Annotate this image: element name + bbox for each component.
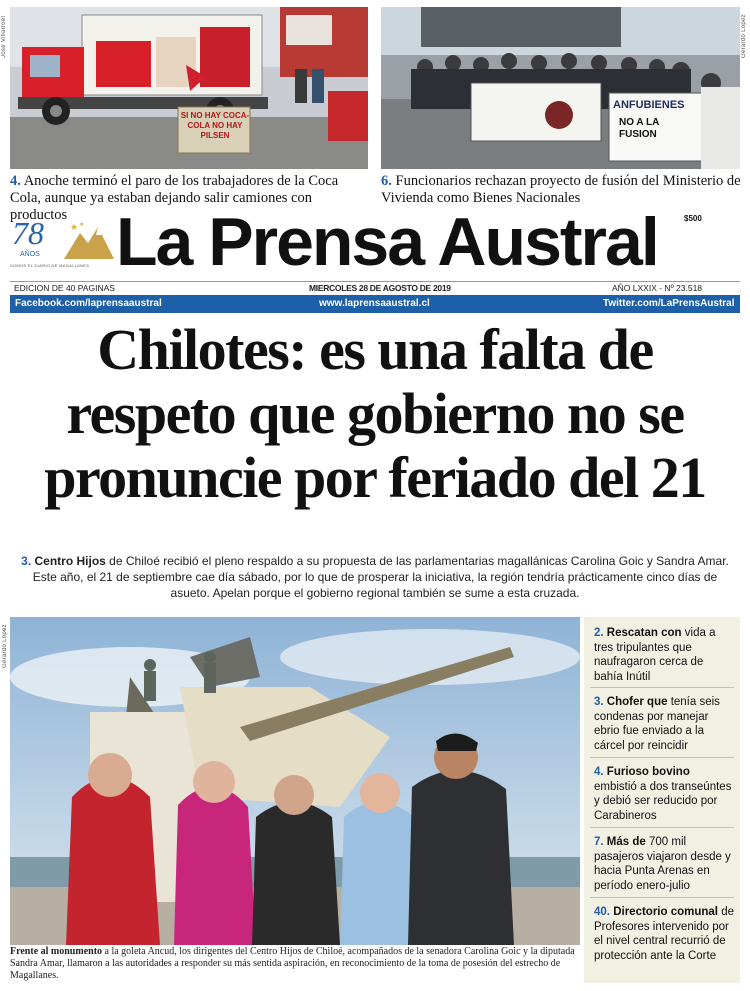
lead-number: 3. bbox=[21, 554, 32, 568]
brief-rescue[interactable] bbox=[594, 626, 734, 684]
caption-text: a la goleta Ancud, los dirigentes del Centro Hijos de Chiloé, acompañados de la senadora Carolina Goic y la diputada Sandra Amar, llamaron a las autoridades a responder su más sentida aspiración, en reconocimiento de la toma de posesión del estrecho de Magallanes. bbox=[10, 946, 575, 981]
protest-sign-text: SI NO HAY COCA-COLA NO HAY PILSEN bbox=[180, 111, 250, 140]
brief-keyword: Furioso bovino bbox=[606, 766, 690, 778]
brief-number: 7. bbox=[594, 836, 604, 848]
main-photo-monument[interactable] bbox=[10, 617, 580, 945]
brief-number: 4. bbox=[594, 766, 604, 778]
photo-credit-2: Gerardo López bbox=[741, 14, 747, 58]
website-link[interactable]: www.laprensaaustral.cl bbox=[319, 298, 430, 309]
caption-bold: Frente al monumento bbox=[10, 946, 103, 957]
teaser-text: Anoche terminó el paro de los trabajadores de la Coca Cola, aunque ya estaban dejando salir camiones con productos bbox=[10, 173, 339, 223]
main-headline[interactable] bbox=[0, 318, 750, 510]
top-photo-coca-cola-trucks[interactable] bbox=[10, 7, 368, 169]
twitter-link[interactable]: Twitter.com/LaPrensAustral bbox=[603, 298, 735, 309]
brief-passengers[interactable] bbox=[594, 835, 734, 893]
teaser-number: 4. bbox=[10, 173, 21, 189]
mountains-icon bbox=[62, 221, 116, 261]
protest-scene-illustration bbox=[381, 7, 740, 169]
brief-driver[interactable] bbox=[594, 695, 734, 753]
headline-line-2: respeto que gobierno no se bbox=[66, 381, 684, 446]
brief-text: vida a tres tripulantes que naufragaron cerca de bahía Inútil bbox=[594, 627, 716, 683]
masthead-rule-top bbox=[10, 281, 740, 282]
brief-number: 2. bbox=[594, 627, 604, 639]
photo-credit-1: José Villarroel bbox=[1, 15, 7, 58]
anniversary-tagline: SOMOS EL DIARIO DE MAGALLANES bbox=[10, 263, 90, 268]
svg-text:★: ★ bbox=[79, 222, 85, 228]
teaser-number: 6. bbox=[381, 173, 392, 189]
brief-text: embistió a dos transeúntes y debió ser reducido por Carabineros bbox=[594, 780, 732, 822]
monument-scene-illustration bbox=[10, 617, 580, 945]
brief-teachers[interactable] bbox=[594, 905, 734, 963]
facebook-link[interactable]: Facebook.com/laprensaaustral bbox=[15, 298, 162, 309]
headline-line-3: pronuncie por feriado del 21 bbox=[44, 445, 706, 510]
price: $500 bbox=[684, 214, 702, 223]
anniversary-unit: AÑOS bbox=[20, 251, 40, 258]
brief-text: tenía seis condenas por manejar ebrio fue enviado a la cárcel por reincidir bbox=[594, 696, 720, 752]
brief-keyword: Directorio comunal bbox=[613, 906, 719, 918]
newspaper-title[interactable]: La Prensa Austral bbox=[116, 204, 658, 280]
lead-paragraph[interactable] bbox=[14, 553, 736, 601]
svg-text:★: ★ bbox=[70, 222, 79, 232]
truck-scene-illustration bbox=[10, 7, 368, 169]
brief-text: 700 mil pasajeros viajaron desde y hacia Punta Arenas en período enero-julio bbox=[594, 836, 731, 892]
lead-bold: Centro Hijos bbox=[34, 554, 106, 568]
headline-line-1: Chilotes: es una falta de bbox=[97, 317, 653, 382]
issue-number: AÑO LXXIX - Nº 23.518 bbox=[612, 283, 703, 293]
teaser-vivienda[interactable] bbox=[381, 173, 743, 207]
teaser-text: Funcionarios rechazan proyecto de fusión del Ministerio de Vivienda como Bienes Nacionales bbox=[381, 173, 741, 206]
brief-number: 40. bbox=[594, 906, 610, 918]
divider bbox=[590, 827, 734, 828]
social-bar bbox=[10, 295, 740, 313]
anniversary-number: 78 bbox=[12, 215, 44, 251]
divider bbox=[590, 897, 734, 898]
divider bbox=[590, 757, 734, 758]
protest-sign-text: NO A LA FUSION bbox=[619, 117, 659, 140]
brief-keyword: Más de bbox=[606, 836, 646, 848]
edition-date: MIERCOLES 28 DE AGOSTO DE 2019 bbox=[309, 283, 451, 293]
divider bbox=[590, 687, 734, 688]
anniversary-logo bbox=[10, 215, 116, 271]
brief-keyword: Rescatan con bbox=[606, 627, 682, 639]
brief-bovine[interactable] bbox=[594, 765, 734, 823]
brief-text: de Profesores intervenido por el nivel central recurrió de protección ante la Corte bbox=[594, 906, 735, 962]
brief-keyword: Chofer que bbox=[606, 696, 668, 708]
photo-caption bbox=[10, 946, 580, 982]
top-photo-protest[interactable] bbox=[381, 7, 740, 169]
sidebar-briefs bbox=[584, 617, 740, 983]
edition-info: EDICION DE 40 PAGINAS bbox=[14, 283, 115, 293]
protest-banner-text: ANFUBIENES bbox=[613, 99, 685, 111]
main-photo-credit: Gerardo López bbox=[2, 624, 8, 668]
brief-number: 3. bbox=[594, 696, 604, 708]
lead-text: de Chiloé recibió el pleno respaldo a su propuesta de las parlamentarias magallánicas Carolina Goic y Sandra Amar. Este año, el 21 de septiembre cae día sábado, por lo que de prosperar la iniciativa, la región tendría prácticamente cinco días de asueto. Apelan porque el gobierno regional también se sume a esta cruzada. bbox=[32, 554, 729, 600]
